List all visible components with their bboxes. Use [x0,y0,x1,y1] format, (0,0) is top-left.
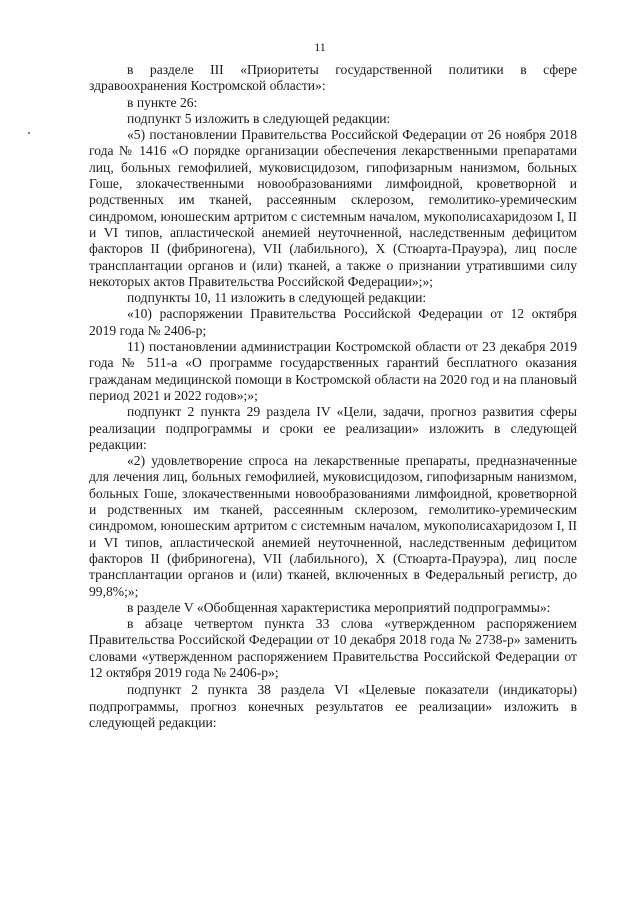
paragraph-point-33: в абзаце четвертом пункта 33 слова «утвержденном распоряжением Правительства Российской Федерации от 10 декабря 2018 года № 2738-р» заменить словами «утвержденном распоряжением Правительства Российской Федерации от 12 октября 2019 года № 2406-р»; [89,616,577,680]
paragraph-subpoint-5-intro: подпункт 5 изложить в следующей редакции: [127,110,391,126]
paragraph-section-v: в разделе V «Обобщенная характеристика мероприятий подпрограммы»: [127,599,551,615]
paragraph-subpoints-10-11-intro: подпункты 10, 11 изложить в следующей редакции: [127,290,427,306]
paragraph-point-26: в пункте 26: [127,94,198,110]
page-number: 11 [314,40,326,54]
paragraph-subpoint-11: 11) постановлении администрации Костромской области от 23 декабря 2019 года № 511-а «О программе государственных гарантий бесплатного оказания гражданам медицинской помощи в Костромской области на 2020 год и на плановый период 2021 и 2022 годов»;»; [89,339,577,403]
paragraph-subpoint-5-text: «5) постановлении Правительства Российской Федерации от 26 ноября 2018 года № 1416 «О порядке организации обеспечения лекарственными препаратами лиц, больных гемофилией, муковисцидозом, гипофизарным нанизмом, больных Гоше, злокачественными новообразованиями лимфоидной, кроветворной и родственных им тканей, рассеянным склерозом, гемолитико-уремическим синдромом, юношеским артритом с системным началом, мукополисахаридозом I, II и VI типов, апластической анемией неуточненной, наследственным дефицитом факторов II (фибриногена), VII (лабильного), X (Стюарта-Прауэра), лиц после трансплантации органов и (или) тканей, а также о признании утратившими силу некоторых актов Правительства Российской Федерации»;»; [89,127,577,289]
paragraph-point-38-intro: подпункт 2 пункта 38 раздела VI «Целевые показатели (индикаторы) подпрограммы, прогноз конечных результатов ее реализации» изложить в следующей редакции: [89,682,577,730]
document-body [89,62,577,731]
paragraph-section-iii: в разделе III «Приоритеты государственной политики в сфере здравоохранения Костромской области»: [89,62,577,94]
paragraph-point-29-intro: подпункт 2 пункта 29 раздела IV «Цели, задачи, прогноз развития сферы реализации подпрограммы и сроки ее реализации» изложить в следующей редакции: [89,404,577,452]
paragraph-point-29-text: «2) удовлетворение спроса на лекарственные препараты, предназначенные для лечения лиц, больных гемофилией, муковисцидозом, гипофизарным нанизмом, больных Гоше, злокачественными новообразованиями лимфоидной, кроветворной и родственных им тканей, рассеянным склерозом, гемолитико-уремическим синдромом, юношеским артритом с системным началом, мукополисахаридозом I, II и VI типов, апластической анемией неуточненной, наследственным дефицитом факторов II (фибриногена), VII (лабильного), X (Стюарта-Прауэра), лиц после трансплантации органов и (или) тканей, включенных в Федеральный регистр, до 99,8%;»; [89,453,577,599]
paragraph-subpoint-10: «10) распоряжении Правительства Российской Федерации от 12 октября 2019 года № 2406-р; [89,306,577,338]
scan-speck [28,132,30,134]
